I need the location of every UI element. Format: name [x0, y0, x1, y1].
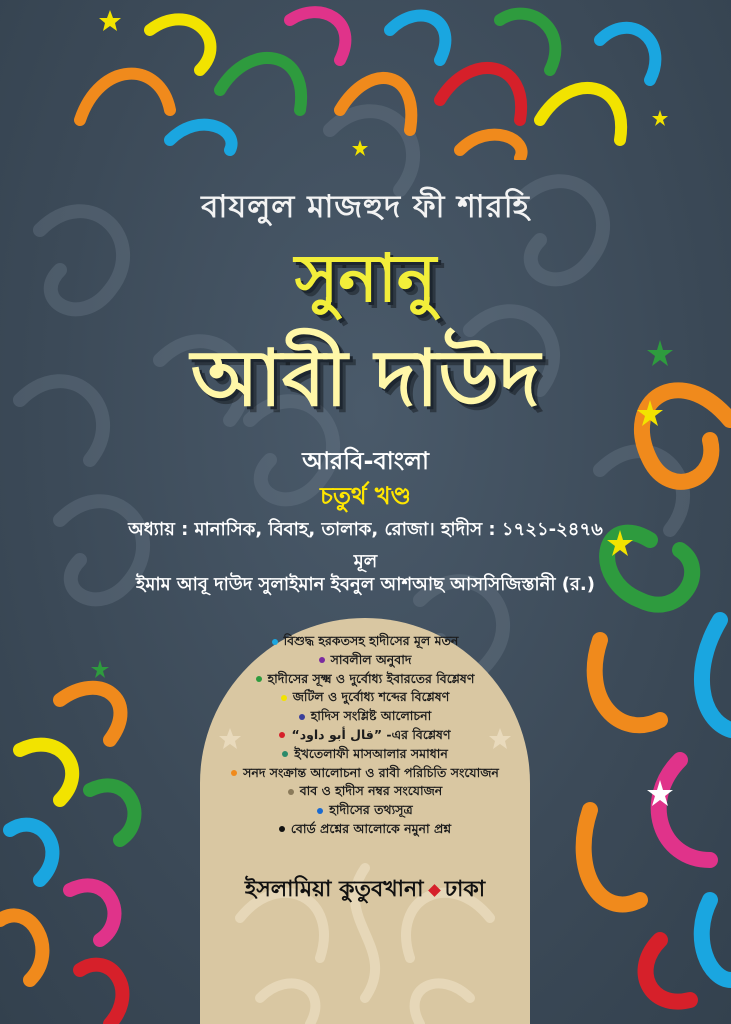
bullet-dot-icon — [317, 808, 323, 814]
bullet-dot-icon — [256, 676, 262, 682]
feature-item: হাদিস সংশ্লিষ্ট আলোচনা — [200, 707, 530, 726]
bullet-dot-icon — [272, 639, 278, 645]
feature-item: সনদ সংক্রান্ত আলোচনা ও রাবী পরিচিতি সংযোজন — [200, 764, 530, 783]
feature-item: সাবলীল অনুবাদ — [200, 651, 530, 670]
feature-item: হাদীসের সূক্ষ্ম ও দুর্বোধ্য ইবারতের বিশ্লেষণ — [200, 670, 530, 689]
feature-item: হাদীসের তথ্যসূত্র — [200, 801, 530, 820]
diamond-icon — [428, 884, 441, 897]
language-label: আরবি-বাংলা — [302, 447, 429, 475]
book-title-line-2: আবী দাউদ — [190, 333, 541, 424]
feature-item: বিশুদ্ধ হরকতসহ হাদীসের মূল মতন — [200, 632, 530, 651]
publisher-city: ঢাকা — [444, 877, 486, 902]
feature-item: বোর্ড প্রশ্নের আলোকে নমুনা প্রশ্ন — [200, 820, 530, 839]
feature-list — [200, 632, 530, 839]
publisher-line — [200, 872, 530, 909]
left-floral-ornament — [0, 660, 150, 1024]
bullet-dot-icon — [319, 657, 325, 663]
feature-item: “قال أبو داود” -এর বিশ্লেষণ — [200, 726, 530, 745]
feature-item: ইখতেলাফী মাসআলার সমাধান — [200, 745, 530, 764]
bullet-dot-icon — [231, 770, 237, 776]
publisher-name: ইসলামিয়া কুতুবখানা — [244, 877, 424, 902]
book-title-line-1: সুনানু — [294, 239, 437, 317]
author-name: ইমাম আবূ দাউদ সুলাইমান ইবনুল আশআছ আসসিজিস্তানী (র.) — [136, 574, 595, 595]
volume-label: চতুর্থ খণ্ড — [320, 482, 411, 510]
top-floral-ornament — [60, 0, 680, 160]
bullet-dot-icon — [279, 826, 285, 832]
chapters-line: অধ্যায় : মানাসিক, বিবাহ, তালাক, রোজা। হাদীস : ১৭২১-২৪৭৬ — [128, 519, 603, 540]
bullet-dot-icon — [282, 751, 288, 757]
feature-item: জটিল ও দুর্বোধ্য শব্দের বিশ্লেষণ — [200, 688, 530, 707]
book-subtitle: বাযলুল মাজহুদ ফী শারহি — [201, 189, 530, 225]
bullet-dot-icon — [281, 695, 287, 701]
bullet-dot-icon — [299, 714, 305, 720]
bullet-dot-icon — [288, 789, 294, 795]
feature-item: বাব ও হাদীস নম্বর সংযোজন — [200, 782, 530, 801]
bullet-dot-icon — [279, 732, 285, 738]
original-label: মূল — [353, 551, 378, 572]
